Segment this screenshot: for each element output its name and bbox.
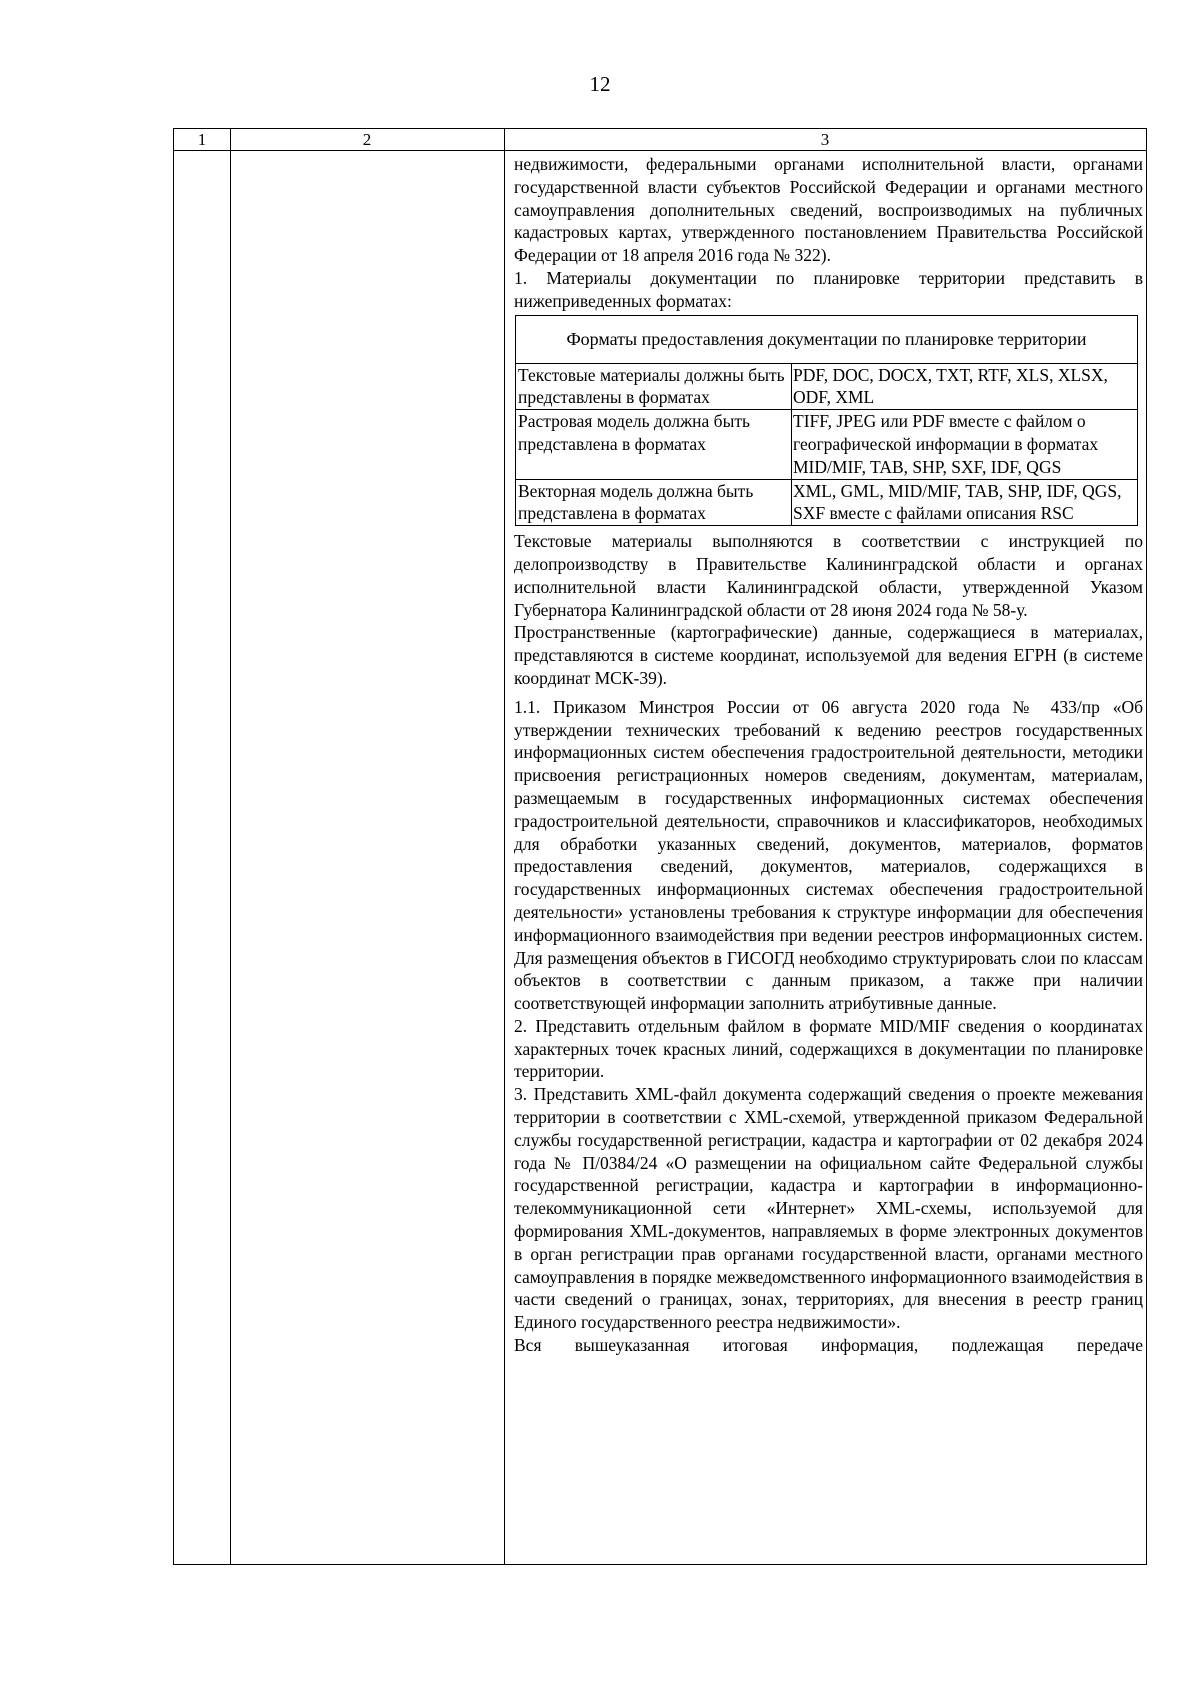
column-divider-1	[230, 129, 231, 1564]
paragraph-item-1: 1. Материалы документации по планировке территории представить в нижеприведенных форматах:	[514, 267, 1143, 311]
format-label: Векторная модель должна быть представлена в форматах	[516, 479, 792, 526]
paragraph-spatial-data: Пространственные (картографические) данные, содержащиеся в материалах, представляются в системе координат, используемой для ведения ЕГРН (в системе координат МСК-39).	[514, 622, 1143, 688]
header-divider	[174, 150, 1146, 151]
format-label: Растровая модель должна быть представлена в форматах	[516, 410, 792, 479]
page-number: 12	[589, 72, 611, 96]
formats-table-title: Форматы предоставления документации по планировке территории	[516, 315, 1138, 363]
formats-table	[515, 315, 1138, 527]
paragraph-item-2: 2. Представить отдельным файлом в формате MID/MIF сведения о координатах характерных точек красных линий, содержащихся в документации по планировке территории.	[514, 1015, 1143, 1082]
header-col-2: 2	[362, 130, 372, 149]
header-col-1: 1	[197, 130, 207, 149]
format-value: TIFF, JPEG или PDF вместе с файлом о географической информации в форматах MID/MIF, TAB, SHP, SXF, IDF, QGS	[792, 410, 1138, 479]
requirements-table	[173, 128, 1147, 1565]
column-3-content	[514, 153, 1143, 1357]
format-label: Текстовые материалы должны быть представлены в форматах	[516, 363, 792, 410]
paragraph-continuation: недвижимости, федеральными органами исполнительной власти, органами государственной власти субъектов Российской Федерации и органами местного самоуправления дополнительных сведений, воспроизводимых на публичных кадастровых картах, утвержденного постановлением Правительства Российской Федерации от 18 апреля 2016 года № 322).	[514, 154, 1143, 266]
paragraph-item-3: 3. Представить XML-файл документа содержащий сведения о проекте межевания территории в соответствии с XML-схемой, утвержденной приказом Федеральной службы государственной регистрации, кадастра и картографии от 02 декабря 2024 года № П/0384/24 «О размещении на официальном сайте Федеральной службы государственной регистрации, кадастра и картографии в информационно-телекоммуникационной сети «Интернет» XML-схемы, используемой для формирования XML-документов, направляемых в форме электронных документов в орган регистрации прав органами государственной власти, органами местного самоуправления в порядке межведомственного информационного взаимодействия в части сведений о границах, зонах, территориях, для внесения в реестр границ Единого государственного реестра недвижимости».	[514, 1084, 1143, 1333]
table-row	[516, 363, 1138, 410]
table-row	[516, 479, 1138, 526]
paragraph-text-materials: Текстовые материалы выполняются в соответствии с инструкцией по делопроизводству в Правительстве Калининградской области и органах исполнительной власти Калининградской области, утвержденной Указом Губернатора Калининградской области от 28 июня 2024 года № 58-у.	[514, 531, 1143, 620]
paragraph-item-1-1: 1.1. Приказом Минстроя России от 06 августа 2020 года № 433/пр «Об утверждении технических требований к ведению реестров государственных информационных систем обеспечения градостроительной деятельности, методики присвоения регистрационных номеров сведениям, документам, материалам, размещаемым в государственных информационных системах обеспечения градостроительной деятельности, справочников и классификаторов, необходимых для обработки указанных сведений, документов, материалов, форматов предоставления сведений, документов, материалов, содержащихся в государственных информационных системах обеспечения градостроительной деятельности» установлены требования к структуре информации для обеспечения информационного взаимодействия при ведении реестров информационных систем. Для размещения объектов в ГИСОГД необходимо структурировать слои по классам объектов в соответствии с данным приказом, а также при наличии соответствующей информации заполнить атрибутивные данные.	[514, 696, 1143, 1014]
column-divider-2	[504, 129, 505, 1564]
header-col-3: 3	[820, 130, 830, 149]
format-value: PDF, DOC, DOCX, TXT, RTF, XLS, XLSX, ODF, XML	[792, 363, 1138, 410]
table-row	[516, 410, 1138, 479]
paragraph-final: Вся вышеуказанная итоговая информация, подлежащая передаче	[514, 1335, 1143, 1356]
format-value: XML, GML, MID/MIF, TAB, SHP, IDF, QGS, SXF вместе с файлами описания RSC	[792, 479, 1138, 526]
